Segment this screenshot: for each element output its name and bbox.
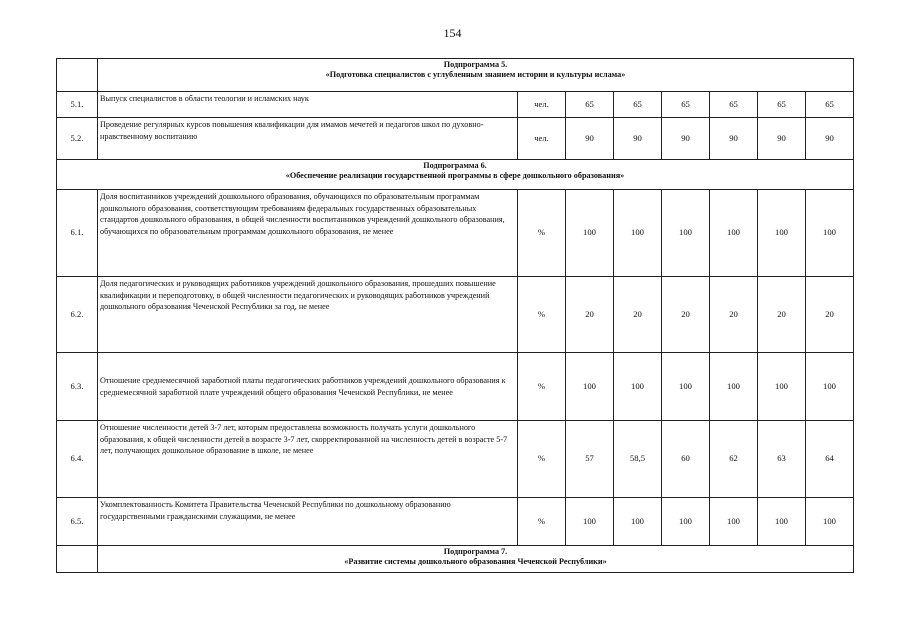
row-value: 20 [566, 277, 614, 353]
row-value: 60 [662, 421, 710, 498]
row-value: 100 [758, 190, 806, 277]
row-value: 90 [614, 118, 662, 160]
empty-cell [57, 546, 98, 573]
row-value: 100 [614, 498, 662, 546]
table-row [57, 190, 854, 277]
row-number: 6.4. [57, 421, 98, 498]
page-number: 154 [443, 26, 462, 40]
row-value: 65 [758, 92, 806, 118]
subprogram-title: Подпрограмма 6. [423, 161, 487, 170]
row-value: 65 [614, 92, 662, 118]
row-value: 100 [758, 498, 806, 546]
row-value: 20 [662, 277, 710, 353]
subprogram-subtitle: «Подготовка специалистов с углубленным знанием истории и культуры ислама» [325, 70, 626, 79]
row-description: Укомплектованность Комитета Правительства Чеченской Республики по дошкольному образованию государственными гражданскими служащими, не менее [98, 498, 518, 546]
row-number: 6.2. [57, 277, 98, 353]
subprogram-header [57, 160, 854, 190]
row-value: 90 [566, 118, 614, 160]
row-number: 6.3. [57, 353, 98, 421]
row-unit: % [518, 190, 566, 277]
row-value: 100 [662, 353, 710, 421]
row-value: 63 [758, 421, 806, 498]
row-number: 6.5. [57, 498, 98, 546]
subprogram-title: Подпрограмма 7. [443, 547, 508, 556]
subprogram-header-row [57, 546, 854, 573]
table-row [57, 498, 854, 546]
row-number: 6.1. [57, 190, 98, 277]
row-description: Выпуск специалистов в области теологии и исламских наук [98, 92, 518, 118]
table-row [57, 421, 854, 498]
row-value: 62 [710, 421, 758, 498]
empty-cell [57, 59, 98, 92]
row-value: 100 [710, 353, 758, 421]
subprogram-header [98, 59, 854, 92]
row-unit: % [518, 498, 566, 546]
row-value: 65 [806, 92, 854, 118]
row-value: 100 [806, 190, 854, 277]
row-value: 90 [710, 118, 758, 160]
row-number: 5.1. [57, 92, 98, 118]
table-row [57, 92, 854, 118]
row-value: 100 [566, 353, 614, 421]
row-value: 100 [614, 190, 662, 277]
row-value: 90 [662, 118, 710, 160]
row-description: Отношение среднемесячной заработной платы педагогических работников учреждений дошкольного образования к среднемесячной заработной плате учреждений общего образования Чеченской Республики, не менее [98, 353, 518, 421]
row-unit: % [518, 277, 566, 353]
row-unit: чел. [518, 118, 566, 160]
row-value: 65 [662, 92, 710, 118]
row-value: 100 [614, 353, 662, 421]
subprogram-header-row [57, 160, 854, 190]
row-value: 65 [710, 92, 758, 118]
row-unit: чел. [518, 92, 566, 118]
row-value: 100 [710, 190, 758, 277]
row-value: 20 [614, 277, 662, 353]
row-value: 90 [758, 118, 806, 160]
row-unit: % [518, 421, 566, 498]
row-value: 100 [566, 498, 614, 546]
row-value: 100 [710, 498, 758, 546]
table-row [57, 118, 854, 160]
subprogram-subtitle: «Развитие системы дошкольного образования Чеченской Республики» [344, 557, 607, 566]
subprogram-header [98, 546, 854, 573]
row-value: 100 [662, 190, 710, 277]
subprogram-header-row [57, 59, 854, 92]
row-value: 20 [710, 277, 758, 353]
row-value: 90 [806, 118, 854, 160]
indicators-table [56, 58, 854, 573]
row-description: Доля воспитанников учреждений дошкольного образования, обучающихся по образовательным программам дошкольного образования, соответствующим требованиям федеральных государственных образовательных стандартов дошкольного образования, в общей численности воспитанников учреждений дошкольного образования, обучающихся по образовательным программам дошкольного образования, не менее [98, 190, 518, 277]
table-row [57, 353, 854, 421]
row-description: Проведение регулярных курсов повышения квалификации для имамов мечетей и педагогов школ по духовно-нравственному воспитанию [98, 118, 518, 160]
row-value: 100 [758, 353, 806, 421]
row-value: 20 [806, 277, 854, 353]
row-description: Доля педагогических и руководящих работников учреждений дошкольного образования, прошедших повышение квалификации и переподготовку, в общей численности педагогических и руководящих работников учреждений дошкольного образования Чеченской Республики за год, не менее [98, 277, 518, 353]
row-value: 58,5 [614, 421, 662, 498]
row-description: Отношение численности детей 3-7 лет, которым предоставлена возможность получать услуги дошкольного образования, к общей численности детей в возрасте 3-7 лет, скорректированной на численность детей в возрасте 5-7 лет, получающих дошкольное образование в школе, не менее [98, 421, 518, 498]
row-value: 64 [806, 421, 854, 498]
subprogram-subtitle: «Обеспечение реализации государственной программы в сфере дошкольного образования» [285, 171, 625, 180]
row-value: 65 [566, 92, 614, 118]
subprogram-title: Подпрограмма 5. [443, 60, 508, 69]
row-unit: % [518, 353, 566, 421]
row-value: 57 [566, 421, 614, 498]
row-value: 100 [566, 190, 614, 277]
row-value: 100 [806, 498, 854, 546]
table-row [57, 277, 854, 353]
row-value: 100 [806, 353, 854, 421]
row-value: 20 [758, 277, 806, 353]
row-value: 100 [662, 498, 710, 546]
row-number: 5.2. [57, 118, 98, 160]
